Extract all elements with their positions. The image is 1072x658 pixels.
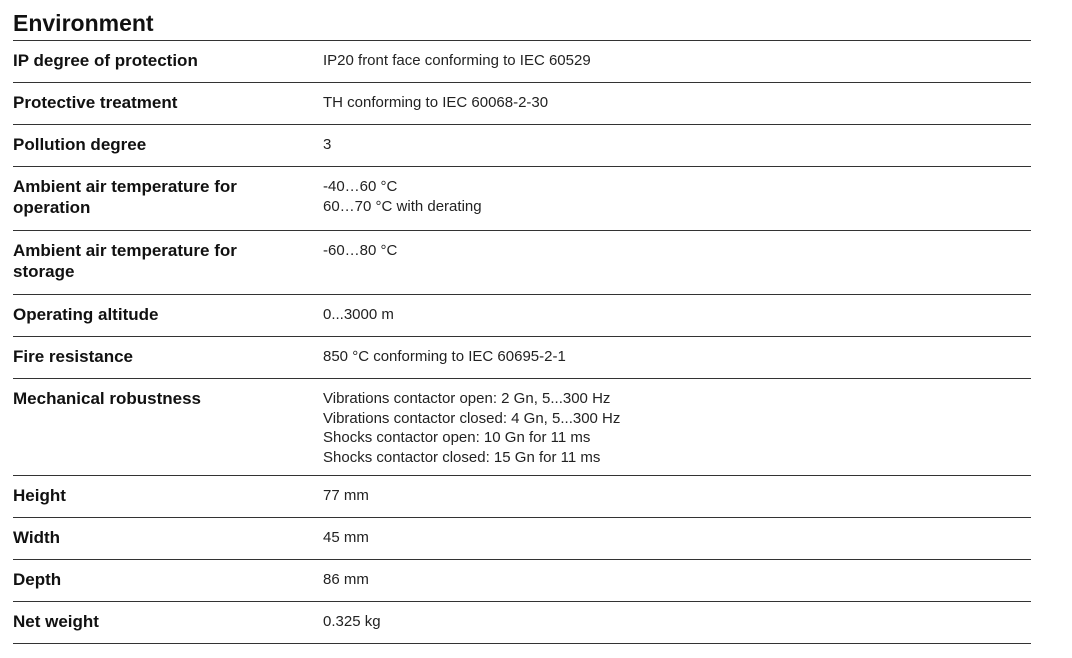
spec-label [13, 611, 283, 632]
spec-value-line: -60…80 °C [323, 242, 398, 259]
spec-value [323, 612, 1023, 632]
spec-value-line: 86 mm [323, 571, 369, 588]
spec-row-height [13, 476, 1031, 518]
spec-value [323, 389, 1023, 467]
spec-row-ambient-temp-storage [13, 231, 1031, 295]
spec-label-line: Net weight [13, 612, 99, 631]
spec-label-line: Width [13, 528, 61, 547]
spec-label [13, 304, 283, 325]
spec-label [13, 240, 283, 282]
spec-value [323, 177, 1023, 216]
spec-value [323, 305, 1023, 325]
spec-label [13, 388, 283, 409]
spec-label-line: Ambient air temperature for [13, 177, 237, 196]
spec-value-line: 77 mm [323, 487, 369, 504]
spec-label [13, 527, 283, 548]
spec-label-line: storage [13, 262, 75, 281]
spec-value [323, 93, 1023, 113]
spec-label-line: operation [13, 198, 91, 217]
spec-label-line: Protective treatment [13, 93, 178, 112]
spec-value-line: 0...3000 m [323, 306, 394, 323]
spec-label [13, 92, 283, 113]
spec-row-depth [13, 560, 1031, 602]
spec-value-line: -40…60 °C [323, 178, 398, 195]
spec-value [323, 347, 1023, 367]
spec-label [13, 569, 283, 590]
spec-row-pollution-degree [13, 125, 1031, 167]
spec-label [13, 134, 283, 155]
spec-value [323, 241, 1023, 261]
spec-value-line: Vibrations contactor open: 2 Gn, 5...300 Hz [323, 390, 611, 407]
spec-row-fire-resistance [13, 337, 1031, 379]
spec-row-ambient-temp-operation [13, 167, 1031, 231]
spec-label-line: Fire resistance [13, 347, 134, 366]
spec-label-line: Depth [13, 570, 62, 589]
spec-value-line: Shocks contactor closed: 15 Gn for 11 ms [323, 448, 601, 466]
spec-table [13, 40, 1031, 644]
spec-value-line: IP20 front face conforming to IEC 60529 [323, 52, 591, 69]
section-title: Environment [13, 10, 154, 36]
spec-row-width [13, 518, 1031, 560]
spec-label-line: Pollution degree [13, 135, 147, 154]
spec-label-line: Mechanical robustness [13, 389, 202, 408]
spec-value [323, 570, 1023, 590]
spec-value [323, 51, 1023, 71]
spec-value-line: Shocks contactor open: 10 Gn for 11 ms [323, 429, 591, 446]
spec-label-line: Operating altitude [13, 305, 159, 324]
spec-label [13, 346, 283, 367]
spec-label-line: Ambient air temperature for [13, 241, 237, 260]
spec-label-line: Height [13, 486, 66, 505]
spec-row-protective-treatment [13, 83, 1031, 125]
spec-value-line: TH conforming to IEC 60068-2-30 [323, 94, 549, 111]
spec-value-line: 60…70 °C with derating [323, 197, 482, 215]
spec-label-line: IP degree of protection [13, 51, 198, 70]
spec-label [13, 176, 283, 218]
spec-value-line: Vibrations contactor closed: 4 Gn, 5...300 Hz [323, 409, 621, 427]
spec-label [13, 50, 283, 71]
spec-row-ip-protection [13, 41, 1031, 83]
spec-value [323, 528, 1023, 548]
spec-value-line: 3 [323, 136, 332, 153]
spec-value-line: 850 °C conforming to IEC 60695-2-1 [323, 348, 566, 365]
spec-row-mechanical-robustness [13, 379, 1031, 476]
spec-value-line: 0.325 kg [323, 613, 381, 630]
spec-row-operating-altitude [13, 295, 1031, 337]
spec-value [323, 486, 1023, 506]
spec-row-net-weight [13, 602, 1031, 644]
spec-label [13, 485, 283, 506]
spec-value [323, 135, 1023, 155]
spec-value-line: 45 mm [323, 529, 369, 546]
